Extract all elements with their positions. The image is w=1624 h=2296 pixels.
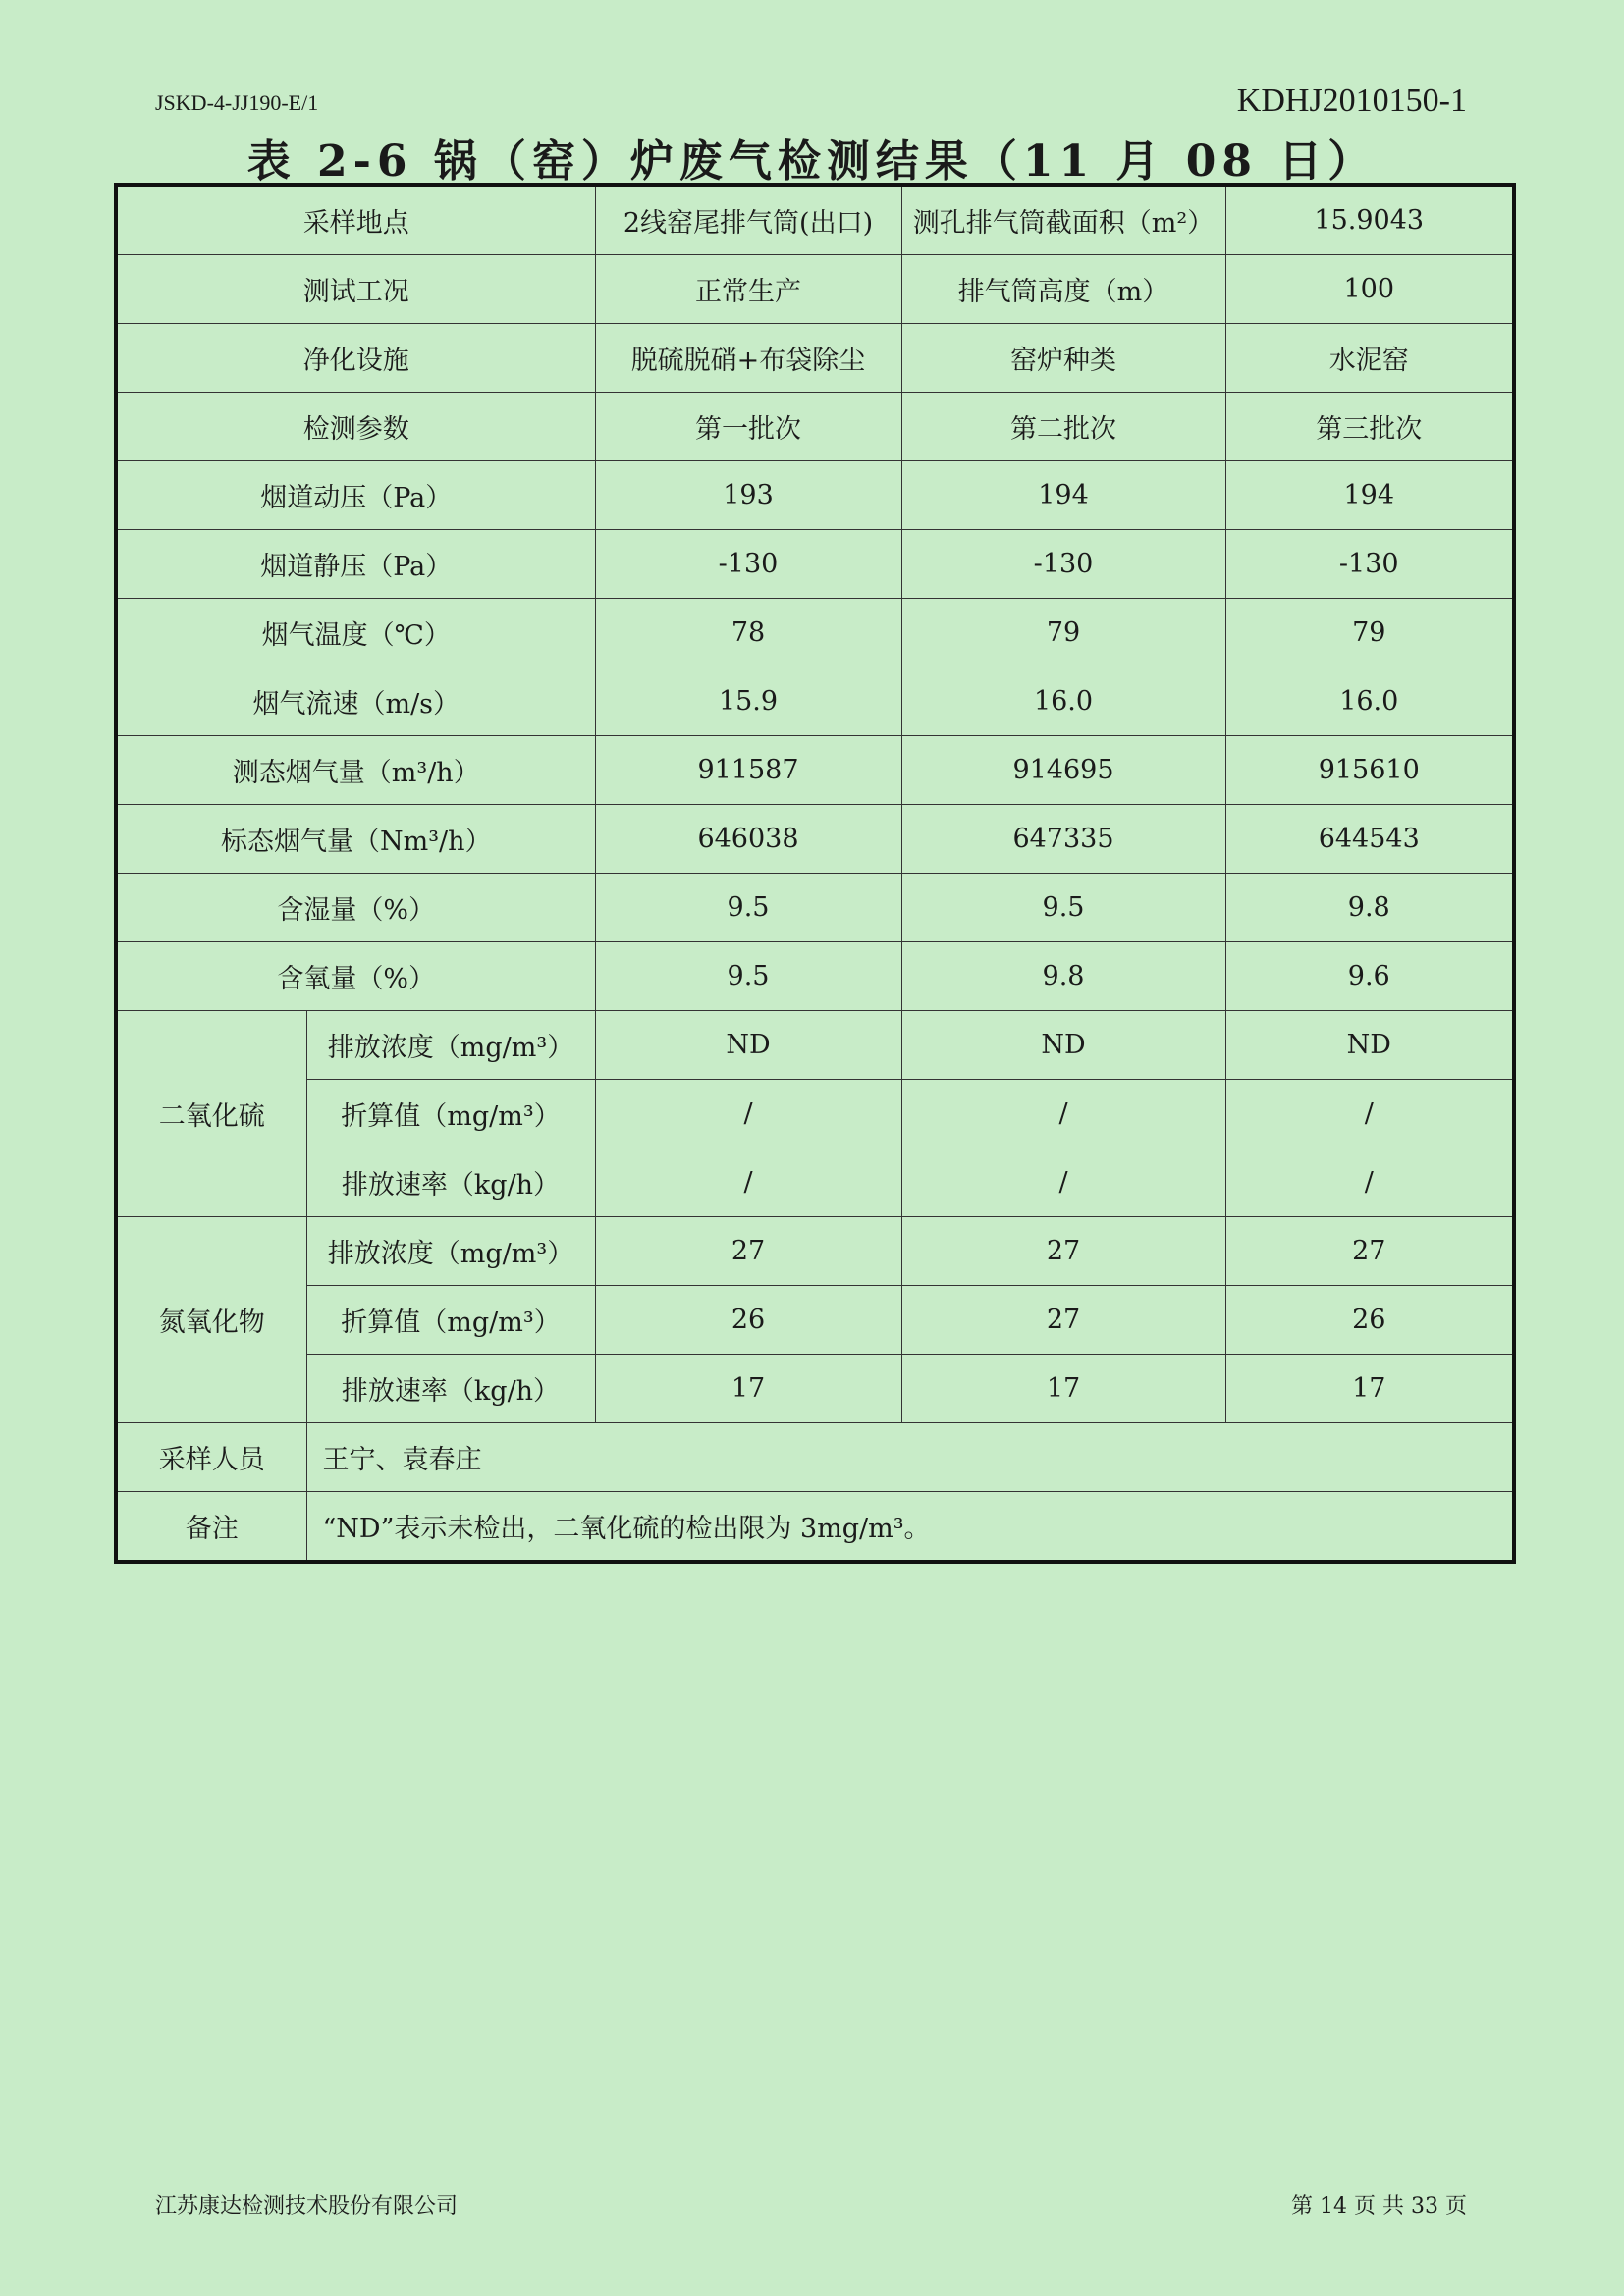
table-row [116, 1217, 1514, 1286]
table-cell: ND [1225, 1011, 1514, 1080]
table-cell: 15.9 [595, 667, 901, 736]
table-cell: 915610 [1225, 736, 1514, 805]
info-label: 净化设施 [116, 324, 595, 393]
param-label: 折算值（mg/m³） [306, 1080, 595, 1148]
table-row [116, 805, 1514, 874]
table-cell: / [1225, 1080, 1514, 1148]
document-code: JSKD-4-JJ190-E/1 [155, 90, 319, 115]
table-cell: 78 [595, 599, 901, 667]
param-label: 排放浓度（mg/m³） [306, 1217, 595, 1286]
param-label: 标态烟气量（Nm³/h） [116, 805, 595, 874]
table-cell: -130 [1225, 530, 1514, 599]
results-table [114, 183, 1516, 1564]
table-cell: 193 [595, 461, 901, 530]
table-cell: 644543 [1225, 805, 1514, 874]
info-value: 2线窑尾排气筒(出口) [595, 185, 901, 255]
info-label: 测试工况 [116, 255, 595, 324]
param-label: 排放浓度（mg/m³） [306, 1011, 595, 1080]
table-row [116, 1355, 1514, 1423]
column-header: 第二批次 [901, 393, 1225, 461]
param-label: 含湿量（%） [116, 874, 595, 942]
table-cell: 9.5 [595, 874, 901, 942]
page-title: 表 2-6 锅（窑）炉废气检测结果（11 月 08 日） [246, 136, 1378, 187]
table-cell: 914695 [901, 736, 1225, 805]
param-label: 含氧量（%） [116, 942, 595, 1011]
info-value: 正常生产 [595, 255, 901, 324]
table-cell: 647335 [901, 805, 1225, 874]
remark-value: “ND”表示未检出，二氧化硫的检出限为 3mg/m³。 [306, 1492, 1514, 1563]
remark-label: 备注 [116, 1492, 306, 1563]
table-cell: 9.5 [901, 874, 1225, 942]
table-row [116, 255, 1514, 324]
table-row [116, 1423, 1514, 1492]
table-cell: 194 [1225, 461, 1514, 530]
table-header-row [116, 393, 1514, 461]
table-cell: 79 [901, 599, 1225, 667]
pollutant-label-nox: 氮氧化物 [116, 1217, 306, 1423]
table-cell: 194 [901, 461, 1225, 530]
table-row [116, 530, 1514, 599]
table-cell: 27 [1225, 1217, 1514, 1286]
table-row [116, 1492, 1514, 1563]
table-cell: 911587 [595, 736, 901, 805]
table-cell: 79 [1225, 599, 1514, 667]
table-row [116, 874, 1514, 942]
table-cell: 26 [595, 1286, 901, 1355]
param-label: 烟道动压（Pa） [116, 461, 595, 530]
table-cell: 17 [901, 1355, 1225, 1423]
column-header: 第三批次 [1225, 393, 1514, 461]
table-cell: ND [901, 1011, 1225, 1080]
page-number: 第 14 页 共 33 页 [1291, 2194, 1467, 2218]
param-label: 烟气温度（℃） [116, 599, 595, 667]
param-label: 测态烟气量（m³/h） [116, 736, 595, 805]
table-cell: ND [595, 1011, 901, 1080]
table-cell: / [1225, 1148, 1514, 1217]
table-cell: 646038 [595, 805, 901, 874]
info-value: 水泥窑 [1225, 324, 1514, 393]
sampler-value: 王宁、袁春庄 [306, 1423, 1514, 1492]
param-label: 折算值（mg/m³） [306, 1286, 595, 1355]
column-header: 检测参数 [116, 393, 595, 461]
table-cell: 9.6 [1225, 942, 1514, 1011]
company-name: 江苏康达检测技术股份有限公司 [155, 2194, 459, 2218]
table-cell: 9.8 [901, 942, 1225, 1011]
info-label: 采样地点 [116, 185, 595, 255]
param-label: 排放速率（kg/h） [306, 1355, 595, 1423]
report-number: KDHJ2010150-1 [1236, 82, 1467, 119]
param-label: 排放速率（kg/h） [306, 1148, 595, 1217]
table-cell: / [595, 1148, 901, 1217]
table-cell: -130 [901, 530, 1225, 599]
info-label: 窑炉种类 [901, 324, 1225, 393]
table-row [116, 667, 1514, 736]
info-label: 排气筒高度（m） [901, 255, 1225, 324]
table-cell: 9.8 [1225, 874, 1514, 942]
info-value: 100 [1225, 255, 1514, 324]
table-cell: 27 [901, 1286, 1225, 1355]
table-row [116, 942, 1514, 1011]
table-cell: / [901, 1148, 1225, 1217]
table-cell: 27 [595, 1217, 901, 1286]
table-row [116, 185, 1514, 255]
info-label: 测孔排气筒截面积（m²） [901, 185, 1225, 255]
table-cell: 27 [901, 1217, 1225, 1286]
info-value: 脱硫脱硝+布袋除尘 [595, 324, 901, 393]
table-cell: 16.0 [1225, 667, 1514, 736]
table-cell: / [595, 1080, 901, 1148]
column-header: 第一批次 [595, 393, 901, 461]
table-cell: 17 [1225, 1355, 1514, 1423]
table-cell: -130 [595, 530, 901, 599]
table-row [116, 599, 1514, 667]
table-cell: 9.5 [595, 942, 901, 1011]
table-row [116, 461, 1514, 530]
sampler-label: 采样人员 [116, 1423, 306, 1492]
table-row [116, 1011, 1514, 1080]
table-row [116, 1080, 1514, 1148]
table-cell: 26 [1225, 1286, 1514, 1355]
param-label: 烟气流速（m/s） [116, 667, 595, 736]
table-row [116, 1148, 1514, 1217]
param-label: 烟道静压（Pa） [116, 530, 595, 599]
table-cell: 17 [595, 1355, 901, 1423]
table-row [116, 736, 1514, 805]
table-row [116, 324, 1514, 393]
info-value: 15.9043 [1225, 185, 1514, 255]
table-row [116, 1286, 1514, 1355]
table-cell: / [901, 1080, 1225, 1148]
table-cell: 16.0 [901, 667, 1225, 736]
pollutant-label-so2: 二氧化硫 [116, 1011, 306, 1217]
